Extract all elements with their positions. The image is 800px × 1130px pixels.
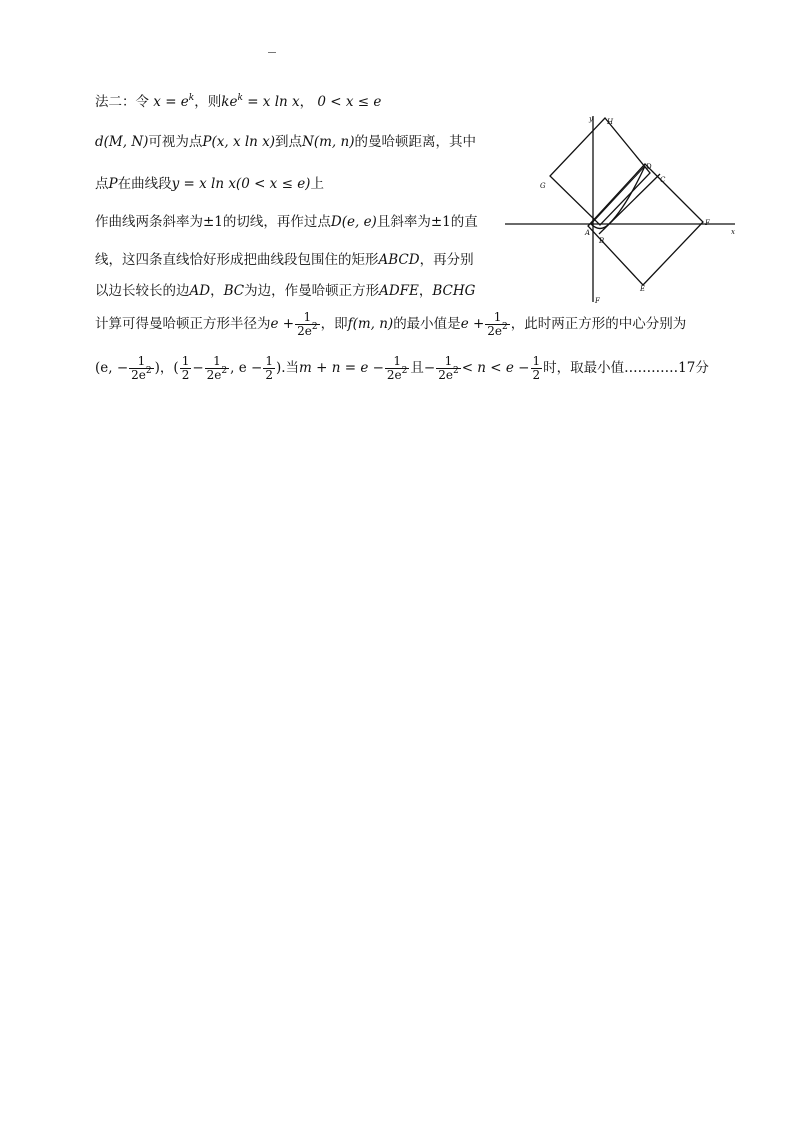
label-b: B bbox=[599, 237, 605, 245]
label-f: F bbox=[705, 219, 710, 227]
fraction: $\frac{1}{2e^2}$ bbox=[206, 354, 228, 382]
solution-line-6: 以边长较长的边AD，BC为边，作曼哈顿正方形ADFE，BCHG bbox=[95, 283, 476, 299]
fraction: $\frac{1}{2e^2}$ bbox=[438, 354, 459, 382]
solution-line-8: (e, − $\frac{1}{2e^2}$ )，( $\frac{1}{2}$ − $\frac{1}{2e^2}$ , e − $\frac{1}{2}$ ).当m + n = e − $\frac{1}{2e^2}$ 且− $\frac{1}{2e^2}$ < n < e − $\frac{1}{2}$ 时，取最小值…………17分 bbox=[95, 354, 709, 382]
solution-line-1: 法二：令 $x = e^k$，则$ke^k = x$ ln x， 0 < x ≤ e bbox=[95, 93, 382, 110]
solution-line-5: 线，这四条直线恰好形成把曲线段包围住的矩形ABCD，再分别 bbox=[95, 252, 474, 268]
figure-svg bbox=[505, 112, 740, 307]
fraction: $\frac{1}{2}$ bbox=[265, 354, 273, 382]
solution-line-2: d(M, N)可视为点P(x, x ln x)到点N(m, n)的曼哈顿距离，其中 bbox=[95, 134, 476, 150]
fraction: $\frac{1}{2e^2}$ bbox=[131, 354, 152, 382]
label-e: E bbox=[640, 285, 646, 293]
label-d: D bbox=[646, 163, 652, 171]
label-a: A bbox=[585, 229, 591, 237]
solution-line-4: 作曲线两条斜率为±1的切线，再作过点D(e, e)且斜率为±1的直 bbox=[95, 214, 478, 230]
fraction: $\frac{1}{2}$ bbox=[181, 354, 190, 382]
scan-mark bbox=[268, 52, 276, 53]
label-x-axis: x bbox=[731, 228, 735, 236]
label-c: C bbox=[660, 176, 666, 184]
method-label: 法二： bbox=[95, 94, 136, 110]
label-y-axis: y bbox=[589, 115, 593, 123]
label-g: G bbox=[540, 182, 546, 190]
square-bchg bbox=[550, 118, 650, 225]
solution-line-7: 计算可得曼哈顿正方形半径为e + $\frac{1}{2e^2}$ ，即f(m, n)的最小值是e + $\frac{1}{2e^2}$ ，此时两正方形的中心分别为 bbox=[95, 310, 687, 338]
label-h: H bbox=[607, 118, 614, 126]
solution-line-3: 点P在曲线段y = x ln x(0 < x ≤ e)上 bbox=[95, 176, 324, 192]
fraction: $\frac{1}{2}$ bbox=[532, 354, 541, 382]
manhattan-square-figure bbox=[505, 112, 740, 307]
fraction: $\frac{1}{2e^2}$ bbox=[487, 310, 508, 338]
fraction: $\frac{1}{2e^2}$ bbox=[386, 354, 408, 382]
label-bottom: F bbox=[595, 297, 600, 305]
fraction: $\frac{1}{2e^2}$ bbox=[297, 310, 318, 338]
